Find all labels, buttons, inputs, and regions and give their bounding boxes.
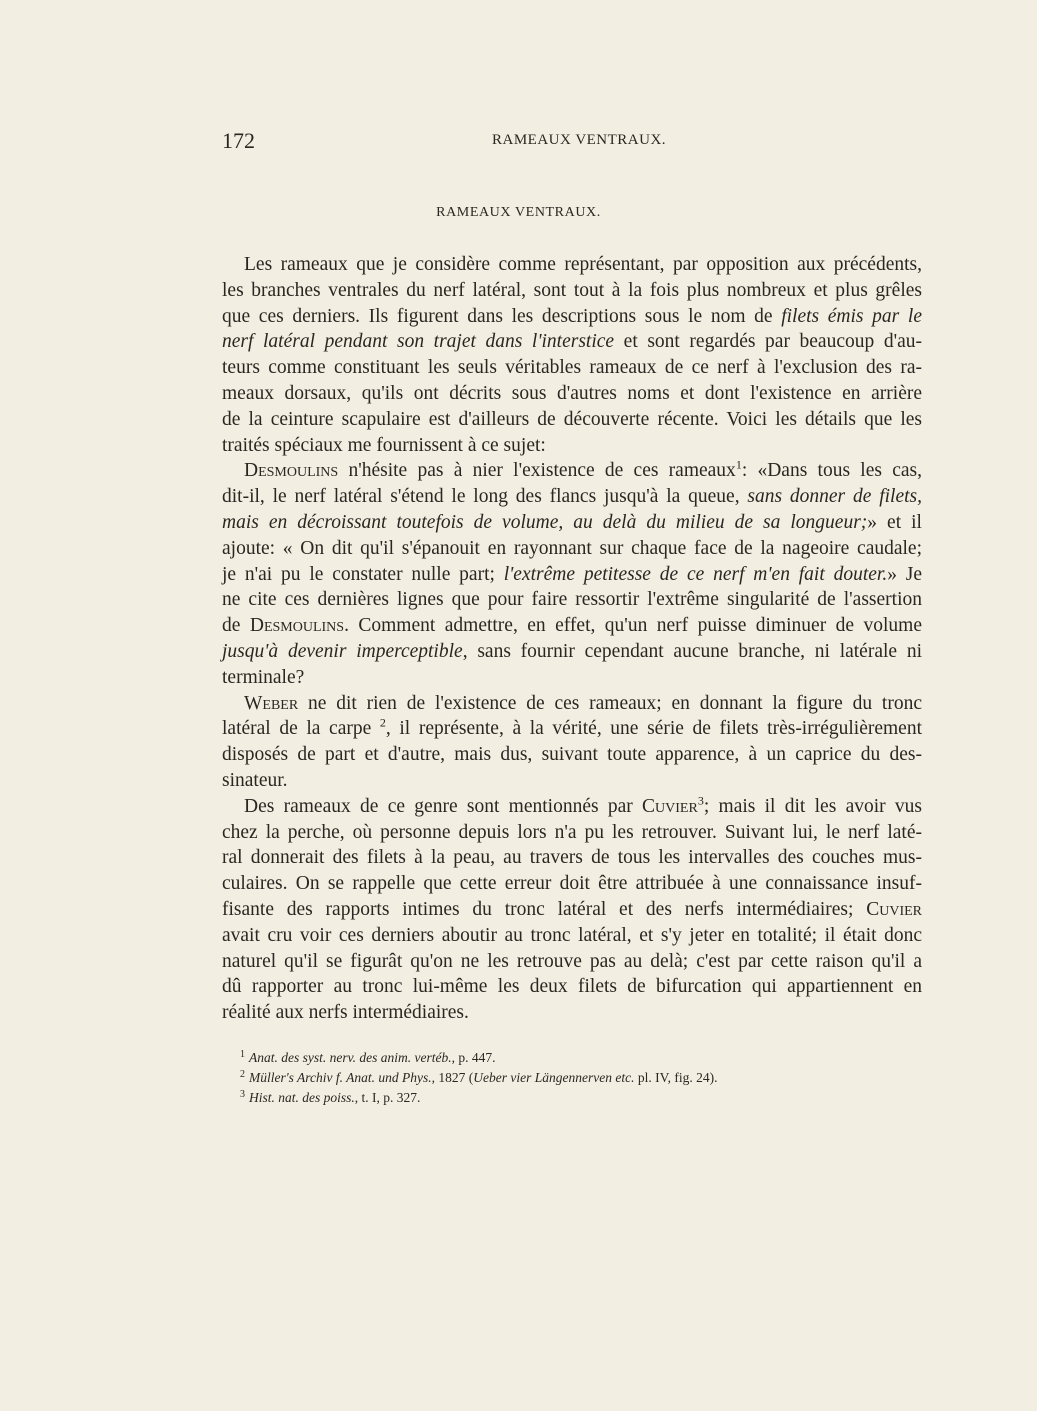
text-line: avait cru voir ces derniers aboutir au tronc latéral, et s'y jeter en totalité; il était donc — [222, 924, 922, 946]
text-span: , sans fournir cependant aucune branche, ni latérale ni — [462, 640, 922, 662]
italic-text: Müller's Archiv f. Anat. und Phys. — [249, 1070, 432, 1085]
text-line: réalité aux nerfs intermédiaires. — [222, 1002, 469, 1024]
italic-text: jusqu'à devenir imperceptible — [222, 640, 463, 662]
section-title: RAMEAUX VENTRAUX. — [436, 205, 601, 220]
text-span: : «Dans tous les cas, — [741, 460, 922, 482]
running-head — [222, 128, 922, 156]
text-line — [222, 304, 922, 330]
text-line — [222, 613, 922, 639]
text-span: latéral de la carpe — [222, 718, 380, 740]
text-line: traités spéciaux me fournissent à ce sujet: — [222, 434, 546, 456]
paragraph — [222, 252, 922, 458]
paragraph — [222, 794, 922, 1026]
text-line: dû rapporter au tronc lui-même les deux filets de bifurcation qui appartiennent en — [222, 976, 922, 998]
text-span: dit-il, le nerf latéral s'étend le long des flancs jusqu'à la queue, — [222, 486, 748, 508]
text-line: sinateur. — [222, 769, 288, 791]
text-line — [222, 794, 922, 820]
text-line: ne cite ces dernières lignes que pour faire ressortir l'extrême singularité de l'assertion — [222, 589, 922, 611]
italic-text: Hist. nat. des poiss. — [249, 1090, 355, 1105]
text-span: ne dit rien de l'existence de ces rameaux; en donnant la figure du tronc — [298, 692, 922, 714]
text-line — [222, 691, 922, 717]
text-span: n'hésite pas à nier l'existence de ces rameaux — [338, 460, 736, 482]
text-line — [222, 562, 922, 588]
text-line: ajoute: « On dit qu'il s'épanouit en rayonnant sur chaque face de la nageoire caudale; — [222, 537, 922, 559]
footnote-ref: 3 — [697, 793, 704, 808]
italic-text: sans donner de filets, — [747, 486, 922, 508]
text-span: Des rameaux de ce genre sont mentionnés par — [244, 795, 643, 817]
text-span: , il représente, à la vérité, une série de filets très-irrégulièrement — [385, 718, 922, 740]
text-line: naturel qu'il se figurât qu'on ne les retrouve pas au delà; c'est par cette raison qu'il a — [222, 950, 922, 972]
footnote-mark: 2 — [240, 1068, 245, 1080]
italic-text: filets émis par le — [781, 305, 922, 327]
text-line — [222, 639, 922, 665]
running-title: RAMEAUX VENTRAUX. — [492, 132, 667, 148]
text-line — [222, 510, 922, 536]
italic-text: Anat. des syst. nerv. des anim. vertéb. — [249, 1050, 452, 1065]
text-line: culaires. On se rappelle que cette erreur doit être attribuée à une connaissance insuf- — [222, 873, 922, 895]
page-number: 172 — [222, 128, 255, 153]
author-name: Weber — [244, 692, 299, 714]
text-span: que ces derniers. Ils figurent dans les descriptions sous le nom de — [222, 305, 782, 327]
text-line: teurs comme constituant les seuls véritables rameaux de ce nerf à l'exclusion des ra- — [222, 357, 922, 379]
italic-text: Ueber vier Längennerven etc. — [473, 1070, 635, 1085]
text-span: . Comment admettre, en effet, qu'un nerf puisse diminuer de volume — [344, 615, 922, 637]
footnote-ref: 2 — [379, 715, 386, 730]
text-span: fisante des rapports intimes du tronc latéral et des nerfs intermédiaires; — [222, 898, 867, 920]
text-span: , p. 447. — [451, 1050, 496, 1065]
text-span: et sont regardés par beaucoup d'au- — [614, 331, 922, 353]
text-span: , 1827 ( — [431, 1070, 474, 1085]
italic-text: nerf latéral pendant son trajet dans l'interstice — [222, 331, 615, 353]
author-name: Cuvier — [642, 795, 698, 817]
text-line — [222, 458, 922, 484]
footnote — [240, 1048, 860, 1068]
text-line — [222, 484, 922, 510]
italic-text: l'extrême petitesse de ce nerf m'en fait douter. — [503, 563, 888, 585]
text-span: pl. IV, fig. 24). — [634, 1070, 718, 1085]
text-line: chez la perche, où personne depuis lors n'a pu les retrouver. Suivant lui, le nerf laté- — [222, 821, 922, 843]
text-line — [222, 897, 922, 923]
text-line — [222, 716, 922, 742]
text-span: » Je — [887, 563, 923, 585]
text-line: terminale? — [222, 666, 305, 688]
text-span: je n'ai pu le constater nulle part; — [222, 563, 504, 585]
footnote — [240, 1068, 860, 1088]
text-line: ral donnerait des filets à la peau, au travers de tous les intervalles des couches mus- — [222, 847, 922, 869]
text-line: de la ceinture scapulaire est d'ailleurs de découverte récente. Voici les détails que les — [222, 408, 922, 430]
author-name: Desmoulins — [244, 460, 339, 482]
text-span: , t. I, p. 327. — [354, 1090, 421, 1105]
italic-text: mais en décroissant toutefois de volume, au delà du milieu de sa longueur; — [222, 511, 868, 533]
text-line: meaux dorsaux, qu'ils ont décrits sous d'autres noms et dont l'existence en arrière — [222, 382, 922, 404]
footnotes — [240, 1048, 860, 1108]
text-span: de — [222, 615, 250, 637]
author-name: Cuvier — [866, 898, 922, 920]
paragraph — [222, 458, 922, 690]
footnote-ref: 1 — [735, 457, 742, 472]
text-line: les branches ventrales du nerf latéral, sont tout à la fois plus nombreux et plus grêles — [222, 279, 922, 301]
text-line: disposés de part et d'autre, mais dus, suivant toute apparence, à un caprice du des- — [222, 744, 922, 766]
paragraph — [222, 691, 922, 794]
footnote-mark: 1 — [240, 1048, 245, 1060]
text-span: ; mais il dit les avoir vus — [703, 795, 923, 817]
text-span: » et il — [867, 511, 922, 533]
footnote — [240, 1088, 860, 1108]
footnote-mark: 3 — [240, 1088, 245, 1100]
text-line — [222, 329, 922, 355]
author-name: Desmoulins — [249, 615, 345, 637]
text-line: Les rameaux que je considère comme représentant, par opposition aux précédents, — [244, 254, 922, 275]
body-text — [222, 252, 922, 1026]
